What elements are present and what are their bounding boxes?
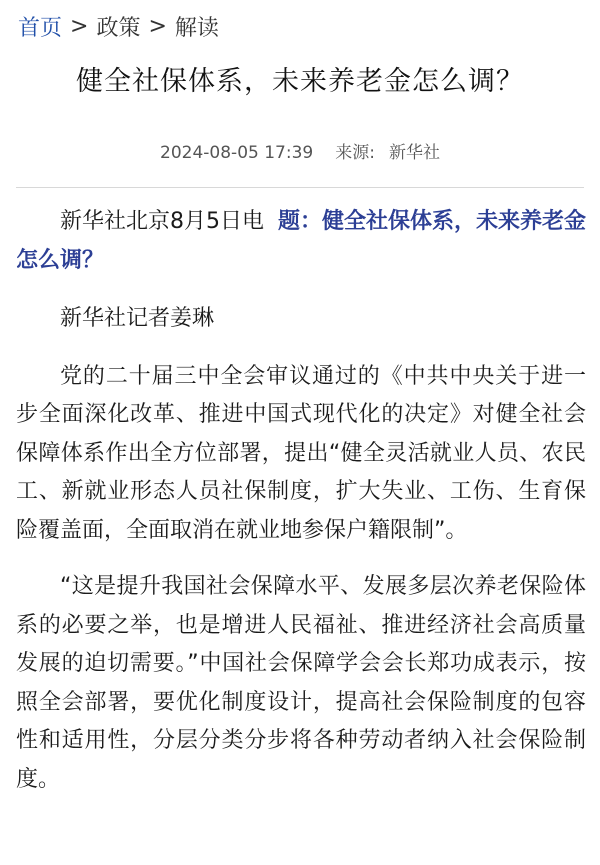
- publish-date: 2024-08-05 17:39: [160, 143, 314, 163]
- breadcrumb-home-link[interactable]: 首页: [18, 15, 63, 41]
- dateline: 新华社北京8月5日电: [60, 209, 264, 234]
- article-meta: [0, 140, 600, 166]
- breadcrumb-item-interpretation[interactable]: 解读: [174, 15, 219, 41]
- header-divider: [16, 187, 584, 188]
- breadcrumb-separator: >: [148, 13, 167, 39]
- breadcrumb-separator: >: [70, 13, 89, 39]
- breadcrumb: [18, 8, 219, 44]
- source-name: 新华社: [388, 143, 440, 163]
- lead-title: 题：健全社保体系，未来养老金怎么调？: [16, 209, 587, 273]
- article-title: 健全社保体系，未来养老金怎么调？: [76, 66, 524, 97]
- author-line: 新华社记者姜琳: [60, 306, 215, 331]
- lead-paragraph: [16, 203, 586, 280]
- body-paragraph: “这是提升我国社会保障水平、发展多层次养老保险体系的必要之举，也是增进人民福祉、推进经济社会高质量发展的迫切需要。”中国社会保障学会会长郑功成表示，按照全会部署，要优化制度设计，提高社会保险制度的包容性和适用性，分层分类分步将各种劳动者纳入社会保险制度。: [16, 574, 586, 792]
- article-body: [16, 203, 586, 799]
- body-paragraph: 党的二十届三中全会审议通过的《中共中央关于进一步全面深化改革、推进中国式现代化的决定》对健全社会保障体系作出全方位部署，提出“健全灵活就业人员、农民工、新就业形态人员社保制度，扩大失业、工伤、生育保险覆盖面，全面取消在就业地参保户籍限制”。: [16, 363, 586, 543]
- breadcrumb-item-policy[interactable]: 政策: [96, 15, 141, 41]
- source-label: 来源:: [335, 143, 375, 163]
